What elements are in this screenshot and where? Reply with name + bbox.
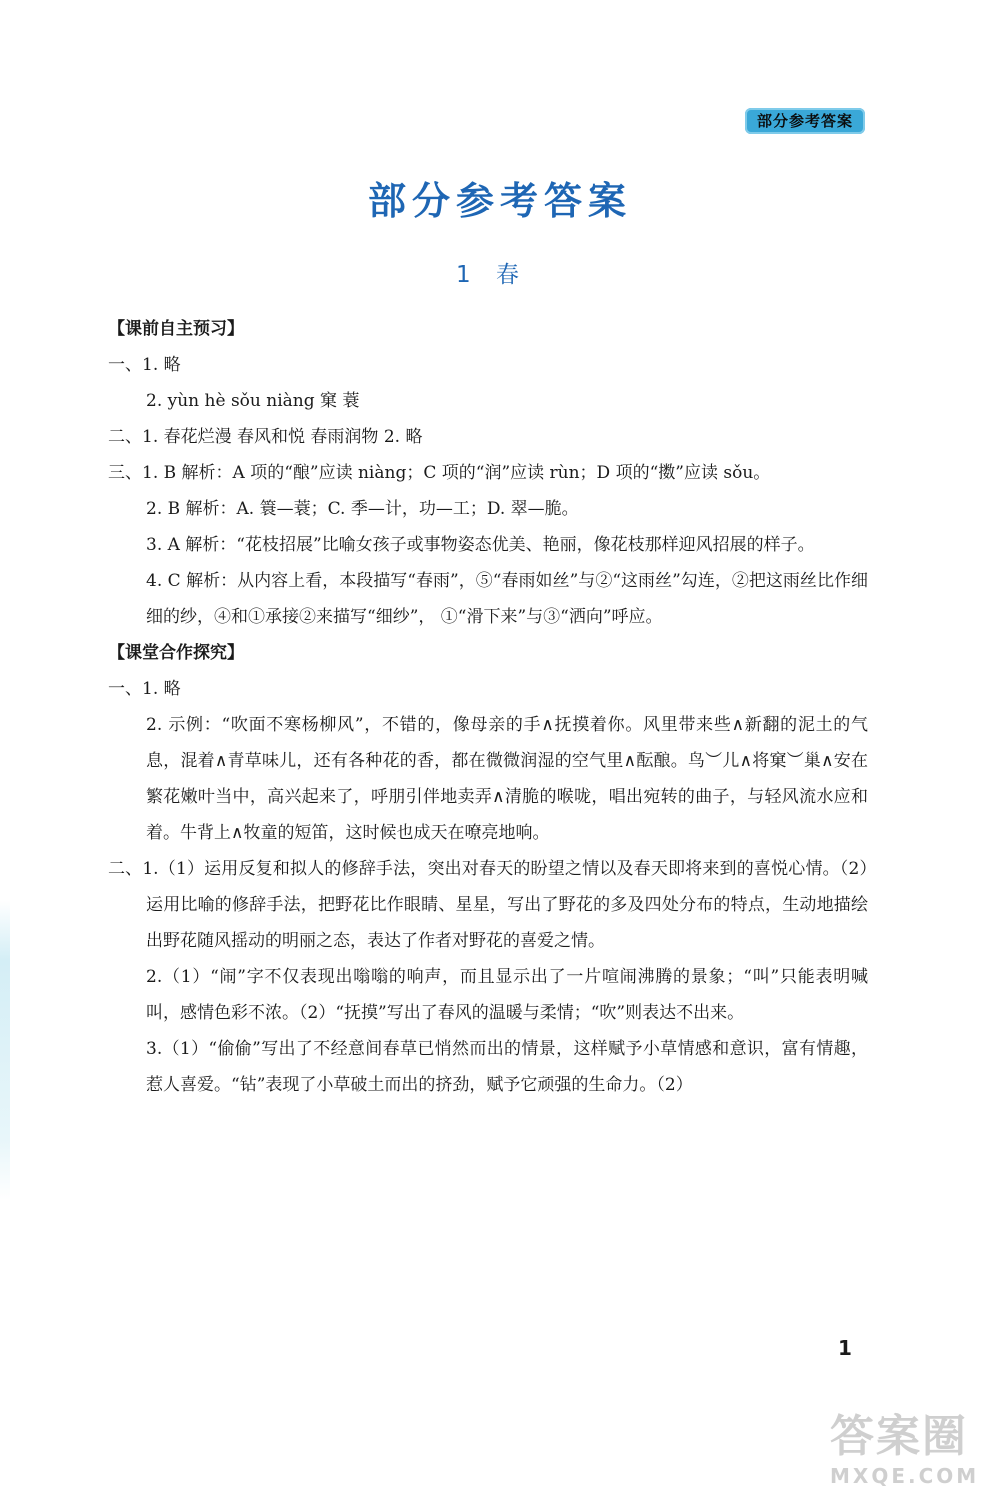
section-tab: 部分参考答案 — [745, 108, 865, 134]
answer-paragraph: 3. A 解析：“花枝招展”比喻女孩子或事物姿态优美、艳丽，像花枝那样迎风招展的样子。 — [146, 535, 815, 555]
answer-paragraph: 三、1. B 解析：A 项的“酿”应读 niàng；C 项的“润”应读 rùn；D 项的“擞”应读 sǒu。 — [108, 463, 771, 483]
answer-content — [108, 311, 868, 1103]
answer-paragraph: 3.（1）“偷偷”写出了不经意间春草已悄然而出的情景，这样赋予小草情感和意识，富有情趣，惹人喜爱。“钻”表现了小草破土而出的挤劲，赋予它顽强的生命力。（2） — [146, 1039, 868, 1095]
answer-paragraph: 2. 示例：“吹面不寒杨柳风”，不错的，像母亲的手∧抚摸着你。风里带来些∧新翻的泥土的气息，混着∧青草味儿，还有各种花的香，都在微微润湿的空气里∧酝酿。鸟︶儿∧将窠︶巢∧安在繁花嫩叶当中，高兴起来了，呼朋引伴地卖弄∧清脆的喉咙，唱出宛转的曲子，与轻风流水应和着。牛背上∧牧童的短笛，这时候也成天在嘹亮地响。 — [146, 715, 868, 843]
watermark-logo — [830, 1410, 995, 1500]
answer-line: 二、1. 春花烂漫 春风和悦 春雨润物 2. 略 — [108, 427, 423, 447]
answer-paragraph: 2.（1）“闹”字不仅表现出嗡嗡的响声，而且显示出了一片喧闹沸腾的景象；“叫”只能表明喊叫，感情色彩不浓。（2）“抚摸”写出了春风的温暖与柔情；“吹”则表达不出来。 — [146, 967, 868, 1023]
lesson-title: 1 春 — [456, 262, 519, 288]
answer-paragraph: 2. B 解析：A. 簑—蓑；C. 季—计，功—工；D. 翠—脆。 — [146, 499, 579, 519]
answer-line: 一、1. 略 — [108, 679, 181, 699]
section-heading-classroom: 【课堂合作探究】 — [108, 643, 244, 663]
page-edge-strip — [0, 900, 10, 1200]
page-number: 1 — [838, 1336, 852, 1360]
answer-line: 2. yùn hè sǒu niàng 窠 蓑 — [146, 391, 360, 411]
watermark-text: 答案圈 — [830, 1411, 968, 1462]
page-title: 部分参考答案 — [367, 179, 632, 223]
answer-line: 一、1. 略 — [108, 355, 181, 375]
section-heading-preview: 【课前自主预习】 — [108, 319, 244, 339]
answer-paragraph: 4. C 解析：从内容上看，本段描写“春雨”，⑤“春雨如丝”与②“这雨丝”勾连，②把这雨丝比作细细的纱，④和①承接②来描写“细纱”， ①“滑下来”与③“洒向”呼应。 — [146, 571, 868, 627]
answer-paragraph: 二、1.（1）运用反复和拟人的修辞手法，突出对春天的盼望之情以及春天即将来到的喜悦心情。（2）运用比喻的修辞手法，把野花比作眼睛、星星，写出了野花的多及四处分布的特点，生动地描绘出野花随风摇动的明丽之态，表达了作者对野花的喜爱之情。 — [108, 859, 868, 951]
watermark-url: MXQE.COM — [830, 1464, 980, 1488]
